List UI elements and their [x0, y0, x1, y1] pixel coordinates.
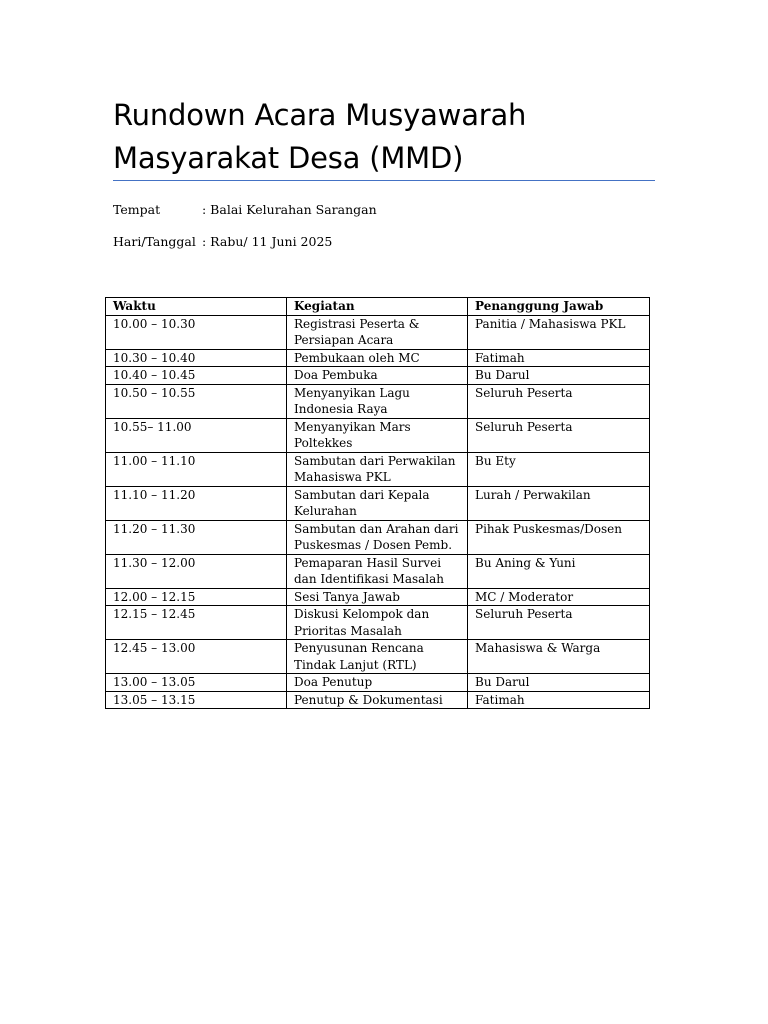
cell-activity: Doa Pembuka	[287, 367, 468, 385]
date-row	[113, 234, 332, 250]
cell-time: 10.40 – 10.45	[106, 367, 287, 385]
cell-time: 10.50 – 10.55	[106, 384, 287, 418]
place-value: : Balai Kelurahan Sarangan	[202, 202, 377, 217]
cell-activity: Registrasi Peserta & Persiapan Acara	[287, 315, 468, 349]
cell-person: Seluruh Peserta	[468, 418, 650, 452]
title-underline	[113, 180, 655, 181]
cell-time: 11.10 – 11.20	[106, 486, 287, 520]
header-penanggung-jawab: Penanggung Jawab	[468, 298, 650, 316]
table-row	[106, 315, 650, 349]
cell-activity: Pembukaan oleh MC	[287, 349, 468, 367]
cell-time: 13.05 – 13.15	[106, 691, 287, 709]
date-label: Hari/Tanggal	[113, 234, 196, 249]
header-kegiatan: Kegiatan	[287, 298, 468, 316]
cell-person: Fatimah	[468, 349, 650, 367]
table-row	[106, 384, 650, 418]
cell-time: 12.15 – 12.45	[106, 606, 287, 640]
cell-activity: Menyanyikan Mars Poltekkes	[287, 418, 468, 452]
page-title	[113, 94, 673, 180]
cell-person: Seluruh Peserta	[468, 384, 650, 418]
table-row	[106, 606, 650, 640]
cell-activity: Sesi Tanya Jawab	[287, 588, 468, 606]
cell-time: 10.30 – 10.40	[106, 349, 287, 367]
table-row	[106, 367, 650, 385]
title-line-2: Masyarakat Desa (MMD)	[113, 141, 464, 175]
cell-person: Bu Darul	[468, 367, 650, 385]
table-row	[106, 349, 650, 367]
title-line-1: Rundown Acara Musyawarah	[113, 98, 527, 132]
cell-person: Mahasiswa & Warga	[468, 640, 650, 674]
cell-activity: Penutup & Dokumentasi	[287, 691, 468, 709]
cell-activity: Menyanyikan Lagu Indonesia Raya	[287, 384, 468, 418]
cell-person: Bu Aning & Yuni	[468, 554, 650, 588]
cell-activity: Doa Penutup	[287, 674, 468, 692]
cell-activity: Sambutan dari Perwakilan Mahasiswa PKL	[287, 452, 468, 486]
table-row	[106, 691, 650, 709]
cell-activity: Diskusi Kelompok dan Prioritas Masalah	[287, 606, 468, 640]
cell-time: 12.00 – 12.15	[106, 588, 287, 606]
date-value: : Rabu/ 11 Juni 2025	[202, 234, 333, 249]
cell-activity: Penyusunan Rencana Tindak Lanjut (RTL)	[287, 640, 468, 674]
table-row	[106, 486, 650, 520]
cell-time: 10.55– 11.00	[106, 418, 287, 452]
place-row	[113, 202, 377, 218]
cell-person: Pihak Puskesmas/Dosen	[468, 520, 650, 554]
cell-time: 12.45 – 13.00	[106, 640, 287, 674]
cell-person: Seluruh Peserta	[468, 606, 650, 640]
cell-time: 13.00 – 13.05	[106, 674, 287, 692]
cell-activity: Pemaparan Hasil Survei dan Identifikasi Masalah	[287, 554, 468, 588]
cell-time: 11.30 – 12.00	[106, 554, 287, 588]
cell-activity: Sambutan dari Kepala Kelurahan	[287, 486, 468, 520]
cell-time: 11.00 – 11.10	[106, 452, 287, 486]
cell-person: Fatimah	[468, 691, 650, 709]
cell-person: Lurah / Perwakilan	[468, 486, 650, 520]
cell-person: Panitia / Mahasiswa PKL	[468, 315, 650, 349]
cell-person: Bu Ety	[468, 452, 650, 486]
rundown-table	[105, 297, 650, 709]
cell-person: Bu Darul	[468, 674, 650, 692]
table-row	[106, 452, 650, 486]
place-label: Tempat	[113, 202, 161, 217]
table-row	[106, 418, 650, 452]
table-row	[106, 588, 650, 606]
table-row	[106, 640, 650, 674]
cell-activity: Sambutan dan Arahan dari Puskesmas / Dosen Pemb.	[287, 520, 468, 554]
table-row	[106, 554, 650, 588]
cell-time: 11.20 – 11.30	[106, 520, 287, 554]
cell-person: MC / Moderator	[468, 588, 650, 606]
table-row	[106, 520, 650, 554]
table-row	[106, 674, 650, 692]
table-header-row	[106, 298, 650, 316]
header-waktu: Waktu	[106, 298, 287, 316]
cell-time: 10.00 – 10.30	[106, 315, 287, 349]
